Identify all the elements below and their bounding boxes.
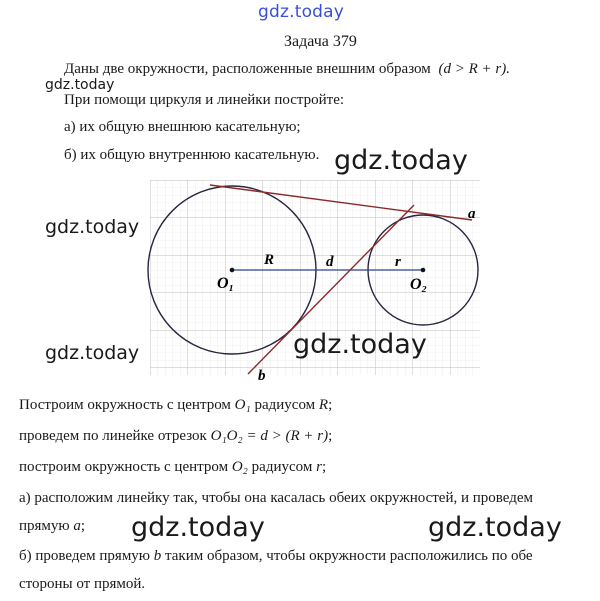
solution-step-5-line-2: стороны от прямой.: [19, 576, 146, 592]
watermark-left-2: gdz.today: [45, 342, 140, 364]
step3-math: O₂: [231, 459, 248, 475]
center-o2-dot: [421, 268, 426, 273]
problem-instruction: При помощи циркуля и линейки постройте:: [64, 92, 345, 108]
label-r: r: [395, 254, 401, 270]
step1-radius: R: [318, 397, 329, 413]
label-b: b: [258, 368, 266, 384]
label-R: R: [264, 252, 275, 268]
solution-step-1: [19, 397, 332, 414]
step4-math: a: [73, 518, 81, 534]
problem-title: Задача 379: [284, 33, 357, 50]
step3-text-2: радиусом: [247, 459, 317, 475]
step1-math: O₁: [234, 397, 251, 413]
center-o1-dot: [230, 268, 235, 273]
problem-item-b: б) их общую внутреннюю касательную.: [64, 147, 320, 163]
watermark-diagram-bottom: gdz.today: [293, 329, 427, 360]
watermark-small: gdz.today: [45, 77, 115, 93]
statement-condition: (d > R + r).: [438, 61, 510, 77]
step3-text: построим окружность с центром: [19, 459, 232, 475]
label-a: a: [468, 206, 476, 222]
step1-end: ;: [328, 397, 333, 413]
solution-step-2: [19, 428, 332, 445]
step1-text-2: радиусом: [250, 397, 319, 413]
label-o1: O₁: [217, 275, 235, 292]
step4-end: ;: [80, 518, 86, 534]
watermark-top: gdz.today: [258, 2, 345, 22]
solution-step-3: [19, 459, 326, 476]
label-d: d: [326, 254, 334, 270]
solution-step-4-line-1: а) расположим линейку так, чтобы она касалась обеих окружностей, и проведем: [19, 490, 534, 506]
step5-text: б) проведем прямую: [19, 548, 154, 564]
solution-step-5-line-1: [19, 548, 533, 565]
watermark-bottom-right: gdz.today: [428, 512, 562, 543]
label-o2: O₂: [410, 276, 428, 293]
statement-text: Даны две окружности, расположенные внешним образом: [64, 61, 431, 77]
solution-step-4-line-2: [19, 518, 85, 535]
problem-item-a: а) их общую внешнюю касательную;: [64, 119, 301, 135]
watermark-bottom-left: gdz.today: [131, 512, 265, 543]
step3-radius: r: [316, 459, 322, 475]
watermark-diagram-right: gdz.today: [334, 145, 468, 176]
step4-text: прямую: [19, 518, 74, 534]
step3-end: ;: [321, 459, 327, 475]
watermark-left-1: gdz.today: [45, 216, 140, 238]
step1-text: Построим окружность с центром: [19, 397, 235, 413]
step2-text: проведем по линейке отрезок: [19, 428, 211, 444]
step2-end: ;: [328, 428, 333, 444]
step5-math: b: [153, 548, 162, 564]
step5-text-2: таким образом, чтобы окружности расположились по обе: [161, 548, 533, 564]
step2-math: O₁O₂ = d > (R + r): [210, 428, 329, 444]
